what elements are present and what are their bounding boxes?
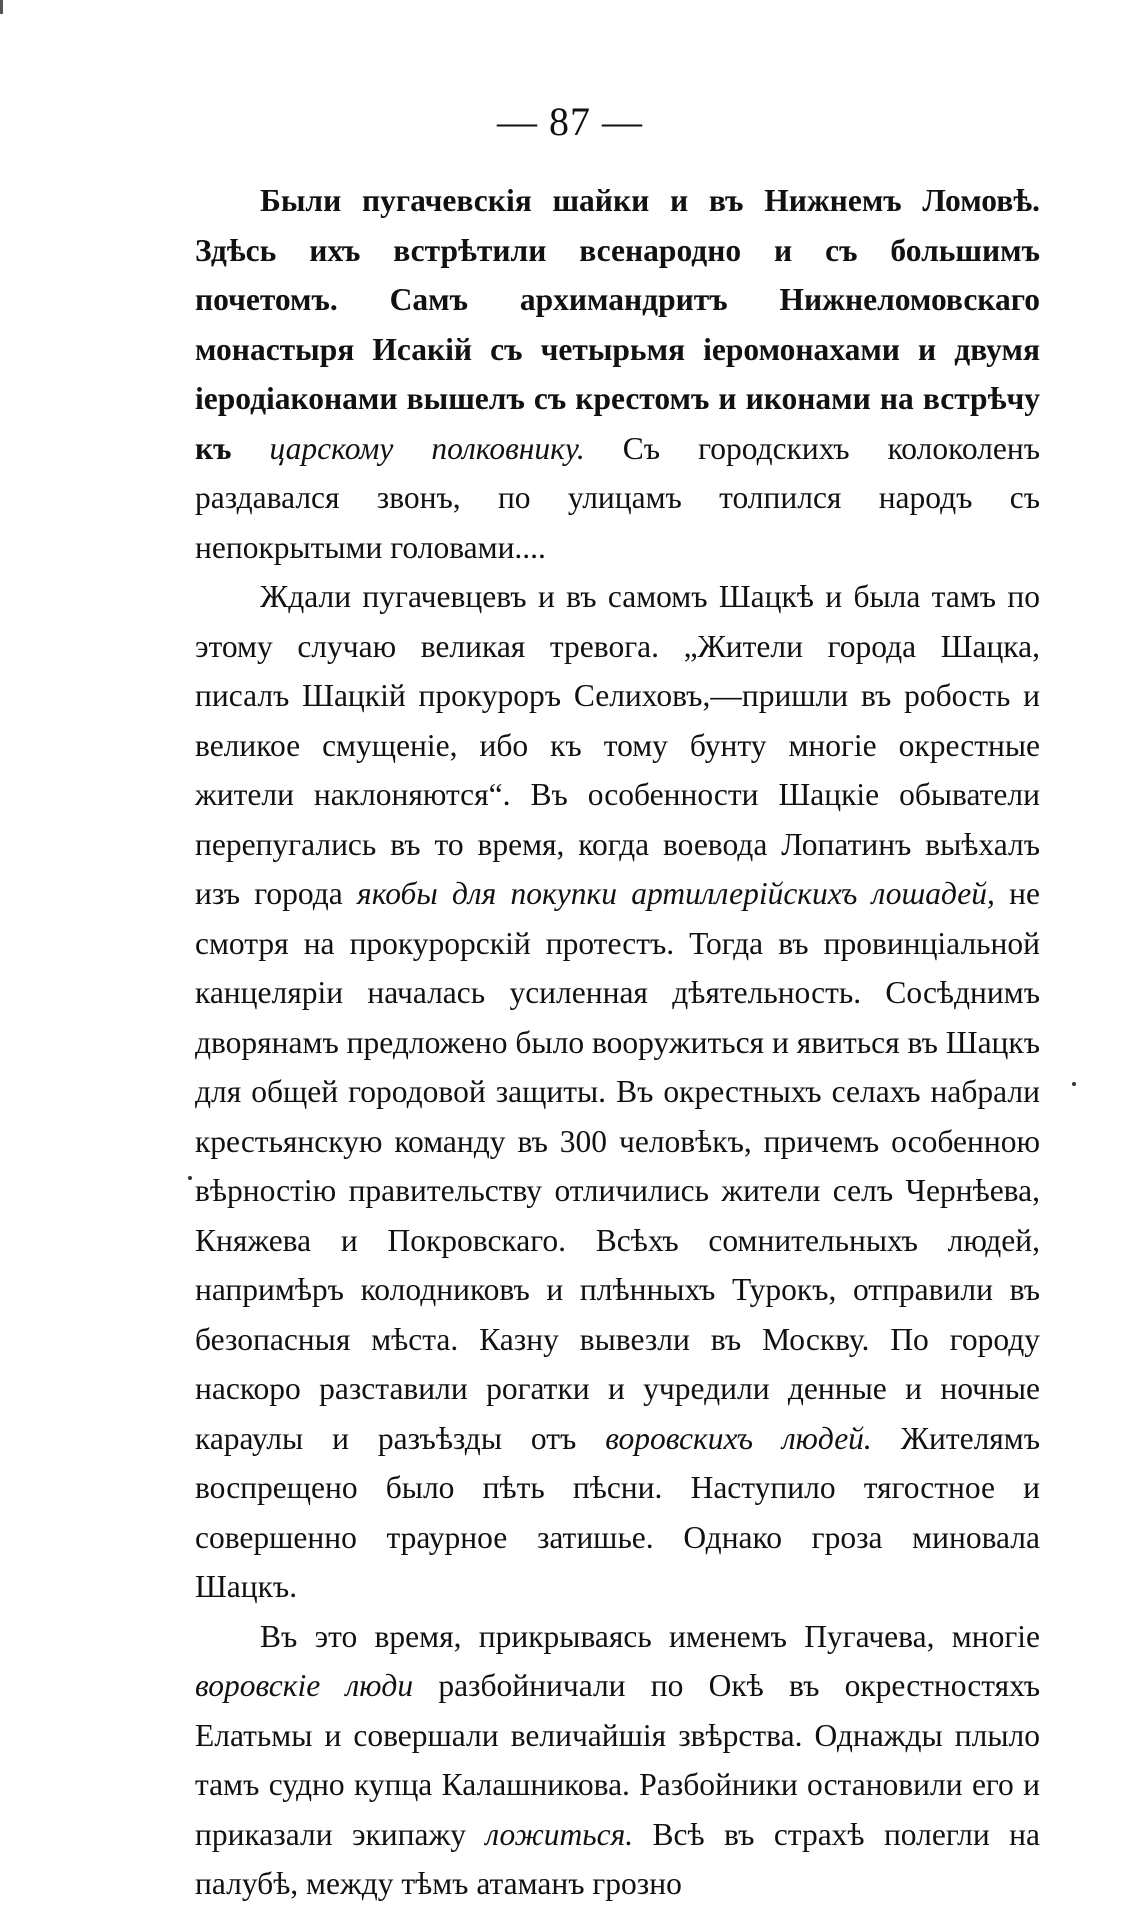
text-segment: Были пугачевскія шайки и въ Нижнемъ Ломовѣ. Здѣсь ихъ встрѣтили всенародно и съ большимъ почетомъ. Самъ архимандритъ Нижнеломовскаго монастыря Исакій съ четырьмя іеромонахами и двумя іеродіаконами вышелъ съ крестомъ и иконами на встрѣчу къ: [195, 183, 1040, 466]
text-segment: Всѣ въ страхѣ полегли на палубѣ, между тѣмъ атаманъ грозно: [195, 1816, 1040, 1901]
italic-segment: воровскихъ людей.: [605, 1420, 872, 1456]
text-segment: Ждали пугачевцевъ и въ самомъ Шацкѣ и была тамъ по этому случаю великая тревога. „Жители города Шацка, писалъ Шацкій прокуроръ Селиховъ,—пришли въ робость и великое смущеніе, ибо къ тому бунту многіе окрестные жители наклоняются“. Въ особенности Шацкіе обыватели перепугались въ то время, когда воевода Лопатинъ выѣхалъ изъ города: [195, 579, 1040, 911]
text-segment: не смотря на прокурорскій протестъ. Тогда въ провинціальной канцеляріи началась усиленная дѣятельность. Сосѣднимъ дворянамъ предложено было вооружиться и явиться въ Шацкъ для общей городовой защиты. Въ окрестныхъ селахъ набрали крестьянскую команду въ 300 человѣкъ, причемъ особенною вѣрностію правительству отличились жители селъ Чернѣева, Княжева и Покровскаго. Всѣхъ сомнительныхъ людей, напримѣръ колодниковъ и плѣнныхъ Турокъ, отправили въ безопасныя мѣста. Казну вывезли въ Москву. По городу наскоро разставили рогатки и учредили денные и ночные караулы и разъѣзды отъ: [195, 876, 1040, 1456]
text-segment: Съ городскихъ колоколенъ раздавался звонъ, по улицамъ толпился народъ съ непокрытыми головами....: [195, 430, 1040, 565]
scan-speck: [188, 1176, 192, 1180]
body-text: [195, 176, 1040, 1909]
text-segment: Жителямъ воспрещено было пѣть пѣсни. Наступило тягостное и совершенно траурное затишье. Однако гроза миновала Шацкъ.: [195, 1420, 1040, 1604]
paragraph: [195, 1612, 1040, 1909]
italic-segment: воровскіе люди: [195, 1668, 414, 1703]
scan-edge-mark: [0, 0, 3, 14]
text-segment: разбойничали по Окѣ въ окрестностяхъ Елатьмы и совершали величайшія звѣрства. Однажды плыло тамъ судно купца Калашникова. Разбойники остановили его и приказали экипажу: [195, 1668, 1040, 1852]
text-segment: Въ это время, прикрываясь именемъ Пугачева, многіе: [260, 1618, 1040, 1654]
italic-segment: якобы для покупки артиллерійскихъ лошадей,: [357, 876, 995, 911]
italic-segment: царскому полковнику.: [269, 430, 585, 466]
paragraph: [195, 572, 1040, 1612]
scan-speck: [1072, 1082, 1076, 1086]
italic-segment: ложиться.: [485, 1816, 634, 1852]
paragraph: [195, 176, 1040, 572]
page-number: — 87 —: [497, 99, 643, 144]
